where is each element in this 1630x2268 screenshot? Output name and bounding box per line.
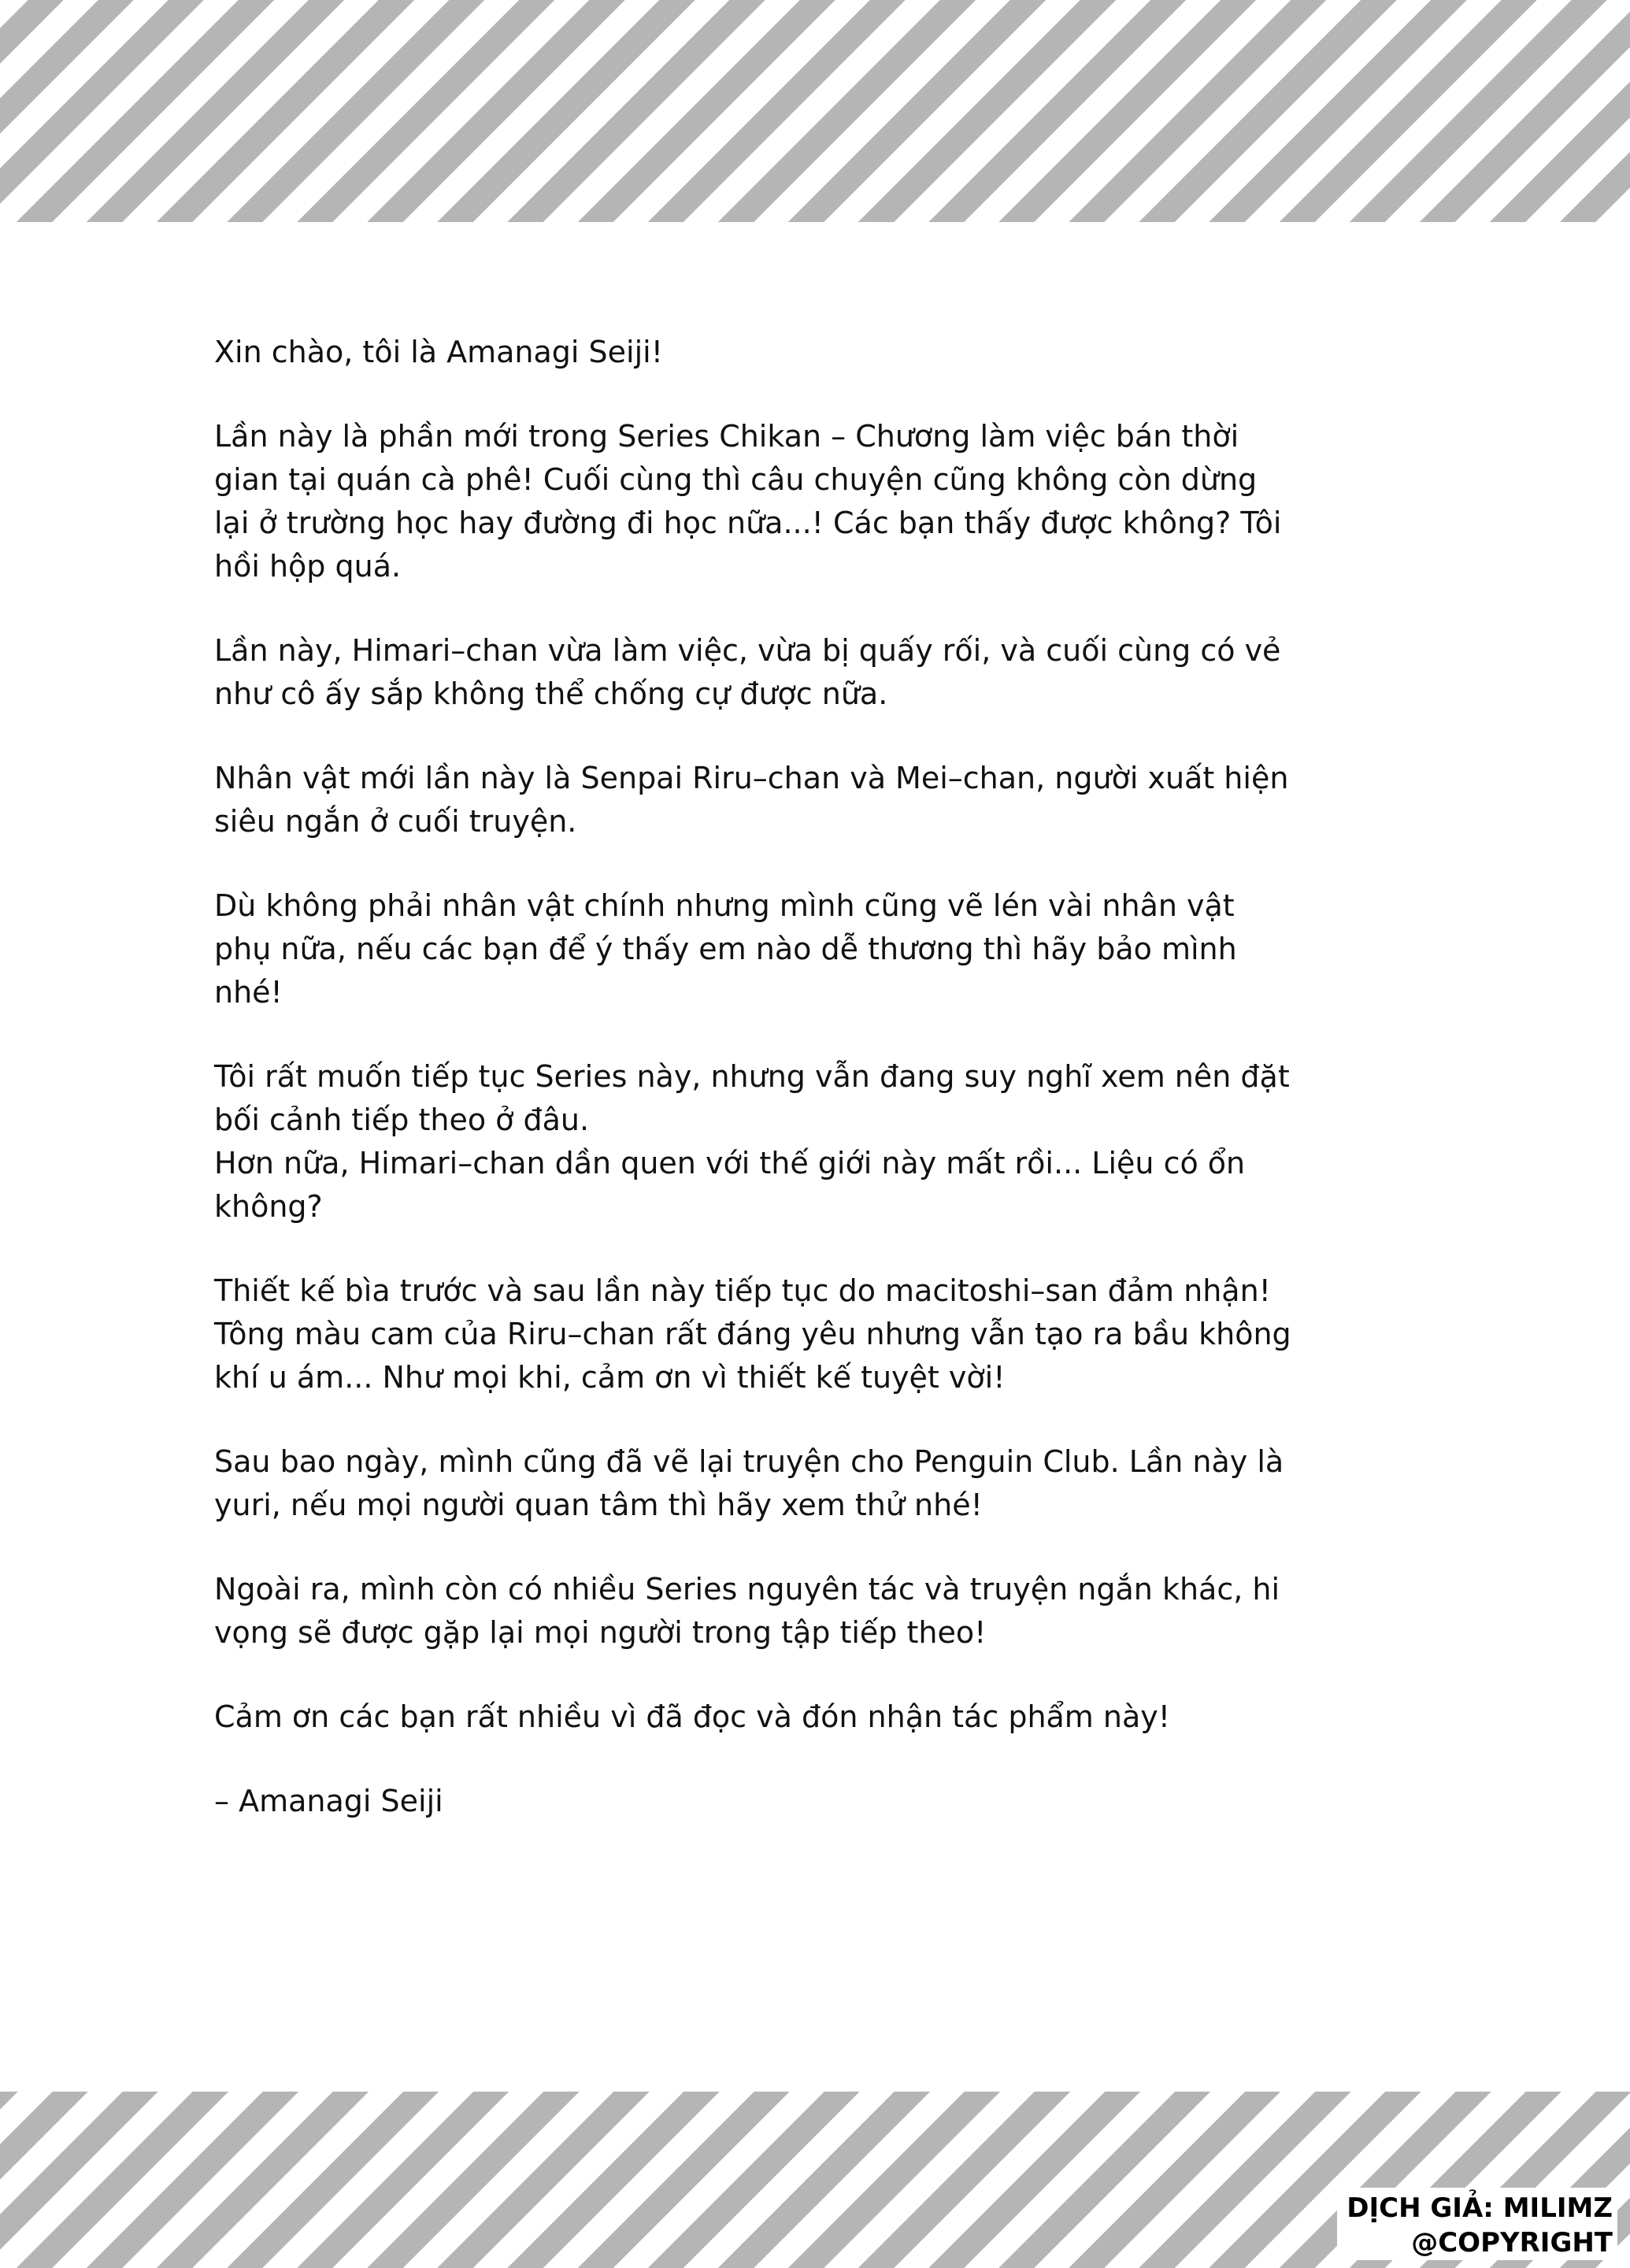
translator-label: DỊCH GIẢ: MILIMZ — [1347, 2192, 1613, 2224]
greeting-paragraph: Xin chào, tôi là Amanagi Seiji! — [214, 335, 663, 369]
afterword-letter — [214, 331, 1301, 1864]
intro-paragraph: Lần này là phần mới trong Series Chikan – Chương làm việc bán thời gian tại quán cà phê! Cuối cùng thì câu chuyện cũng không còn dừng lại ở trường học hay đường đi học nữa...! Các bạn thấy được không? Tôi hồi hộp quá. — [214, 419, 1282, 584]
signature: – Amanagi Seiji — [214, 1784, 443, 1818]
other-works-paragraph: Ngoài ra, mình còn có nhiều Series nguyên tác và truyện ngắn khác, hi vọng sẽ được gặp lại mọi người trong tập tiếp theo! — [214, 1572, 1280, 1650]
thanks-paragraph: Cảm ơn các bạn rất nhiều vì đã đọc và đón nhận tác phẩm này! — [214, 1699, 1170, 1734]
top-stripe-border — [0, 0, 1630, 222]
story-paragraph: Lần này, Himari–chan vừa làm việc, vừa bị quấy rối, và cuối cùng có vẻ như cô ấy sắp không thể chống cự được nữa. — [214, 633, 1281, 711]
new-characters-paragraph: Nhân vật mới lần này là Senpai Riru–chan và Mei–chan, người xuất hiện siêu ngắn ở cuối truyện. — [214, 761, 1289, 839]
series-future-paragraph: Tôi rất muốn tiếp tục Series này, nhưng vẫn đang suy nghĩ xem nên đặt bối cảnh tiếp theo ở đâu. Hơn nữa, Himari–chan dần quen với thế giới này mất rồi... Liệu có ổn không? — [214, 1059, 1290, 1224]
penguin-club-paragraph: Sau bao ngày, mình cũng đã vẽ lại truyện cho Penguin Club. Lần này là yuri, nếu mọi người quan tâm thì hãy xem thử nhé! — [214, 1444, 1284, 1522]
cover-design-paragraph: Thiết kế bìa trước và sau lần này tiếp tục do macitoshi–san đảm nhận! Tông màu cam của Riru–chan rất đáng yêu nhưng vẫn tạo ra bầu không khí u ám... Như mọi khi, cảm ơn vì thiết kế tuyệt vời! — [214, 1273, 1291, 1395]
translator-credit — [1337, 2188, 1617, 2260]
copyright-label: @COPYRIGHT — [1411, 2227, 1613, 2259]
side-characters-paragraph: Dù không phải nhân vật chính nhưng mình cũng vẽ lén vài nhân vật phụ nữa, nếu các bạn để ý thấy em nào dễ thương thì hãy bảo mình nhé! — [214, 888, 1237, 1010]
